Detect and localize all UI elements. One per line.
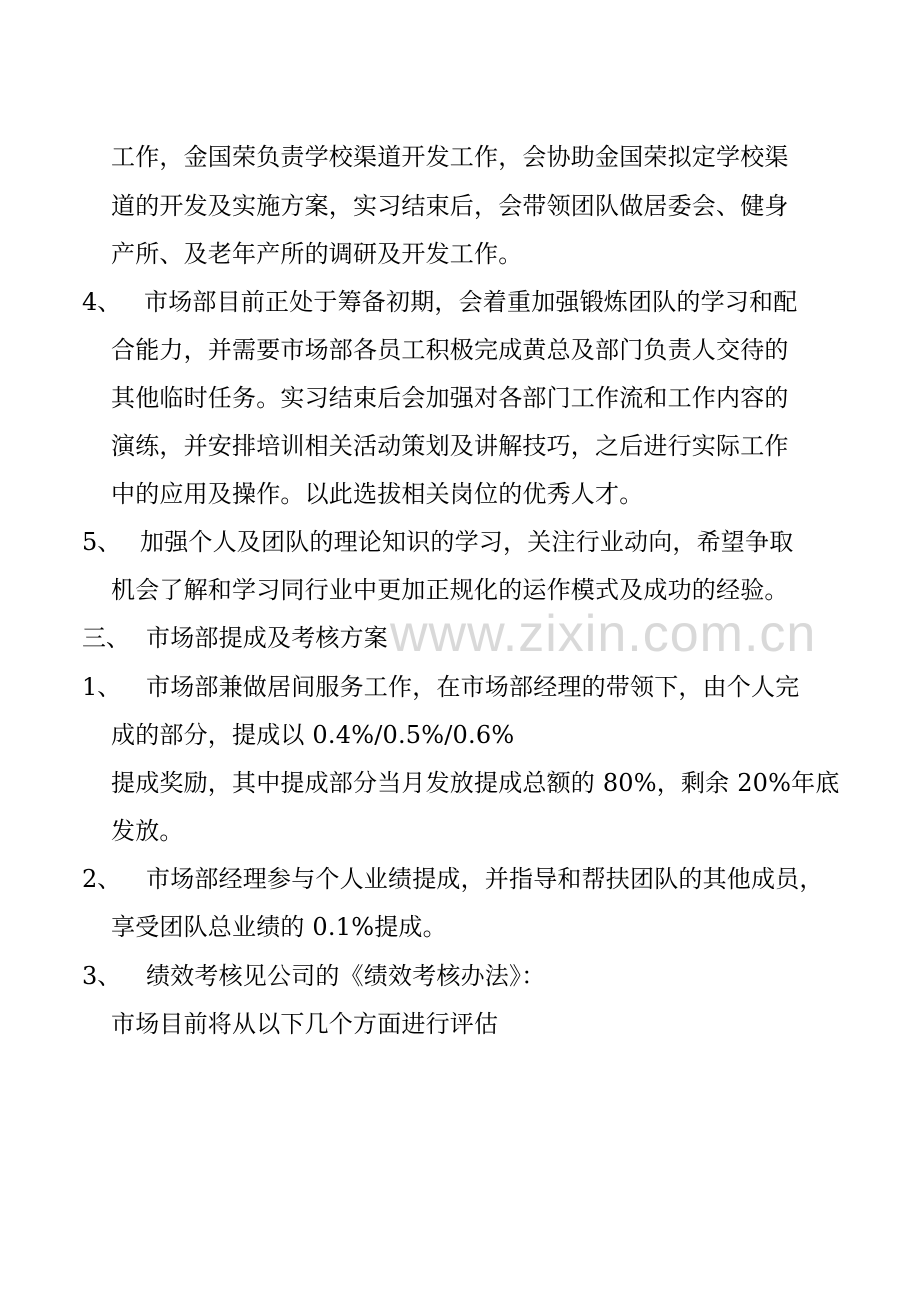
- paragraph-line: 绩效考核见公司的《绩效考核办法》：: [146, 962, 546, 990]
- paragraph-line: 其他临时任务。实习结束后会加强对各部门工作流和工作内容的: [111, 384, 789, 412]
- section-marker-3: 三、: [82, 624, 130, 652]
- paragraph-line: 加强个人及团队的理论知识的学习，关注行业动向，希望争取: [140, 528, 794, 556]
- paragraph-line: 市场目前将从以下几个方面进行评估: [111, 1010, 499, 1038]
- paragraph-line: 提成奖励，其中提成部分当月发放提成总额的 80%，剩余 20%年底: [111, 769, 840, 797]
- paragraph-line: 享受团队总业绩的 0.1%提成。: [111, 913, 447, 941]
- paragraph-line: 合能力，并需要市场部各员工积极完成黄总及部门负责人交待的: [111, 336, 789, 364]
- paragraph-line: 产所、及老年产所的调研及开发工作。: [111, 240, 523, 268]
- paragraph-line: 市场部兼做居间服务工作，在市场部经理的带领下，由个人完: [146, 673, 800, 701]
- list-marker-5: 5、: [82, 528, 122, 556]
- list-marker-4: 4、: [82, 288, 122, 316]
- list-marker-2: 2、: [82, 865, 122, 893]
- paragraph-line: 发放。: [111, 817, 184, 845]
- watermark: www.zixin.com.cn: [390, 605, 817, 663]
- list-marker-1: 1、: [82, 673, 122, 701]
- paragraph-line: 成的部分，提成以 0.4%/0.5%/0.6%: [111, 721, 515, 749]
- paragraph-line: 市场部目前正处于筹备初期，会着重加强锻炼团队的学习和配: [144, 288, 798, 316]
- paragraph-line: 中的应用及操作。以此选拔相关岗位的优秀人才。: [111, 480, 644, 508]
- paragraph-line: 演练，并安排培训相关活动策划及讲解技巧，之后进行实际工作: [111, 432, 789, 460]
- paragraph-line: 道的开发及实施方案，实习结束后，会带领团队做居委会、健身: [111, 192, 789, 220]
- paragraph-line: 工作，金国荣负责学校渠道开发工作，会协助金国荣拟定学校渠: [111, 143, 789, 171]
- paragraph-line: 市场部经理参与个人业绩提成，并指导和帮扶团队的其他成员，: [146, 865, 824, 893]
- paragraph-line: 机会了解和学习同行业中更加正规化的运作模式及成功的经验。: [111, 576, 789, 604]
- section-heading: 市场部提成及考核方案: [146, 624, 388, 652]
- list-marker-3: 3、: [82, 962, 122, 990]
